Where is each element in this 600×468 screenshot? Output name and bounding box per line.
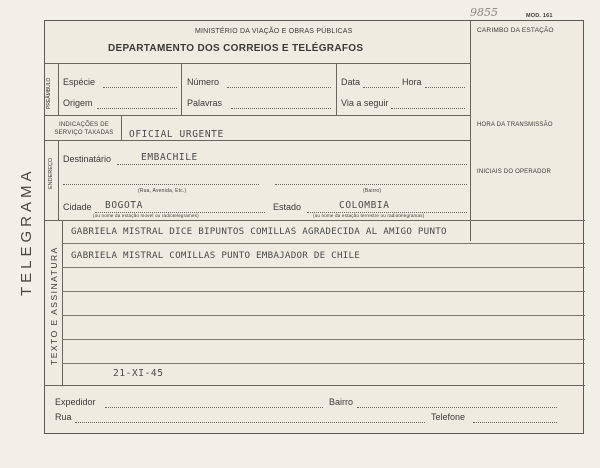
rua-hint: (Rua, Avenida, Etc.) bbox=[138, 188, 187, 194]
hora-label: Hora bbox=[402, 77, 422, 87]
endereco-label: ENDEREÇO bbox=[48, 157, 54, 189]
handwritten-annotation: 9855 bbox=[470, 6, 498, 19]
estado-value: COLOMBIA bbox=[339, 200, 390, 211]
servico-value: OFICIAL URGENTE bbox=[129, 129, 224, 140]
bairro-hint: (Bairro) bbox=[363, 188, 382, 194]
numero-label: Número bbox=[187, 77, 220, 87]
cidade-label: Cidade bbox=[63, 202, 92, 212]
message-line-1: GABRIELA MISTRAL DICE BIPUNTOS COMILLAS AGRADECIDA AL AMIGO PUNTO bbox=[71, 226, 447, 237]
telefone-label: Telefone bbox=[431, 412, 466, 422]
destinatario-label: Destinatário bbox=[63, 154, 112, 164]
cidade-value: BOGOTA bbox=[105, 200, 143, 211]
carimbo-label: CARIMBO DA ESTAÇÃO bbox=[477, 27, 554, 34]
destinatario-value: EMBACHILE bbox=[141, 152, 198, 163]
hora-transmissao-label: HORA DA TRANSMISSÃO bbox=[477, 122, 553, 128]
via-label: Via a seguir bbox=[341, 98, 389, 108]
rua-label: Rua bbox=[55, 412, 72, 422]
origem-label: Origem bbox=[63, 98, 93, 108]
especie-label: Espécie bbox=[63, 77, 96, 87]
side-title: TELEGRAMA bbox=[18, 167, 35, 296]
estado-label: Estado bbox=[273, 202, 302, 212]
telegram-form bbox=[44, 13, 584, 434]
cidade-hint: (ou nome da estação movel ou radiotelegrames) bbox=[93, 213, 199, 218]
servico-label: INDICAÇÕES DE SERVIÇO TAXADAS bbox=[54, 122, 114, 136]
message-date: 21-XI-45 bbox=[113, 368, 164, 379]
estado-hint: (ou nome da estação terrestre ou radiotelegramas) bbox=[313, 213, 425, 218]
model-number: MOD. 161 bbox=[526, 13, 553, 19]
preambulo-label: PREÂMBULO bbox=[46, 77, 52, 109]
bairro-label: Bairro bbox=[329, 397, 354, 407]
palavras-label: Palavras bbox=[187, 98, 223, 108]
iniciais-label: INICIAIS DO OPERADOR bbox=[477, 169, 552, 175]
message-line-2: GABRIELA MISTRAL COMILLAS PUNTO EMBAJADOR DE CHILE bbox=[71, 250, 361, 261]
department-heading: DEPARTAMENTO DOS CORREIOS E TELÉGRAFOS bbox=[108, 43, 364, 54]
expedidor-label: Expedidor bbox=[55, 397, 96, 407]
texto-label: TEXTO E ASSINATURA bbox=[49, 246, 59, 365]
data-label: Data bbox=[341, 77, 361, 87]
ministry-heading: MINISTÉRIO DA VIAÇÃO E OBRAS PÚBLICAS bbox=[195, 28, 353, 35]
